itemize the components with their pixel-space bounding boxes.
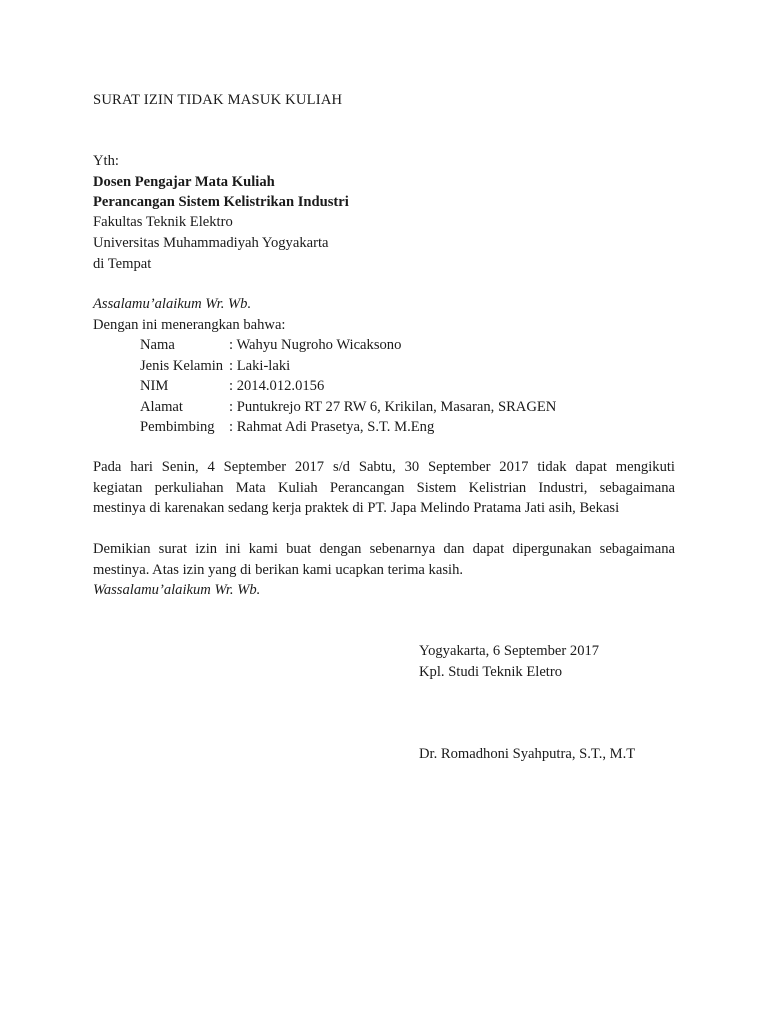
signature-name: Dr. Romadhoni Syahputra, S.T., M.T [419, 746, 636, 762]
paragraph-line: Pada hari Senin, 4 September 2017 s/d Sabtu, 30 September 2017 tidak dapat mengikuti [93, 459, 675, 475]
identity-value: : 2014.012.0156 [229, 378, 325, 394]
identity-value: : Wahyu Nugroho Wicaksono [229, 337, 402, 353]
paragraph-line: mestinya di karenakan sedang kerja praktek di PT. Japa Melindo Pratama Jati asih, Bekasi [93, 500, 620, 517]
identity-label: Pembimbing [140, 419, 215, 435]
signature-place-date: Yogyakarta, 6 September 2017 [419, 643, 600, 659]
recipient-line-2: Perancangan Sistem Kelistrikan Industri [93, 194, 349, 210]
identity-row-address [140, 397, 556, 417]
recipient-line-3: Fakultas Teknik Elektro [93, 214, 233, 230]
recipient-line-5: di Tempat [93, 256, 152, 272]
paragraph-line: kegiatan perkuliahan Mata Kuliah Perancangan Sistem Kelistrian Industri, sebagaimana [93, 479, 675, 496]
identity-row-nim [140, 376, 324, 396]
paragraph-line: Demikian surat izin ini kami buat dengan sebenarnya dan dapat dipergunakan sebagaimana [93, 541, 675, 557]
recipient-line-1: Dosen Pengajar Mata Kuliah [93, 174, 275, 190]
identity-label: NIM [140, 378, 169, 394]
intro-text: Dengan ini menerangkan bahwa: [93, 317, 286, 333]
identity-row-gender [140, 356, 290, 376]
identity-value: : Puntukrejo RT 27 RW 6, Krikilan, Masaran, SRAGEN [229, 399, 557, 415]
identity-value: : Rahmat Adi Prasetya, S.T. M.Eng [229, 419, 435, 435]
identity-row-name [140, 335, 401, 355]
identity-value: : Laki-laki [229, 358, 291, 374]
body-paragraph-1 [93, 457, 675, 519]
recipient-salutation: Yth: [93, 153, 119, 169]
paragraph-line: mestinya. Atas izin yang di berikan kami ucapkan terima kasih. [93, 561, 464, 578]
letter-title: SURAT IZIN TIDAK MASUK KULIAH [93, 92, 343, 108]
identity-label: Jenis Kelamin [140, 358, 224, 374]
body-paragraph-2 [93, 539, 675, 580]
recipient-line-4: Universitas Muhammadiyah Yogyakarta [93, 235, 329, 251]
signature-position: Kpl. Studi Teknik Eletro [419, 664, 563, 680]
greeting: Assalamu’alaikum Wr. Wb. [93, 296, 252, 312]
closing-greeting: Wassalamu’alaikum Wr. Wb. [93, 582, 261, 598]
identity-label: Alamat [140, 399, 183, 415]
identity-row-supervisor [140, 417, 434, 437]
identity-label: Nama [140, 337, 175, 353]
